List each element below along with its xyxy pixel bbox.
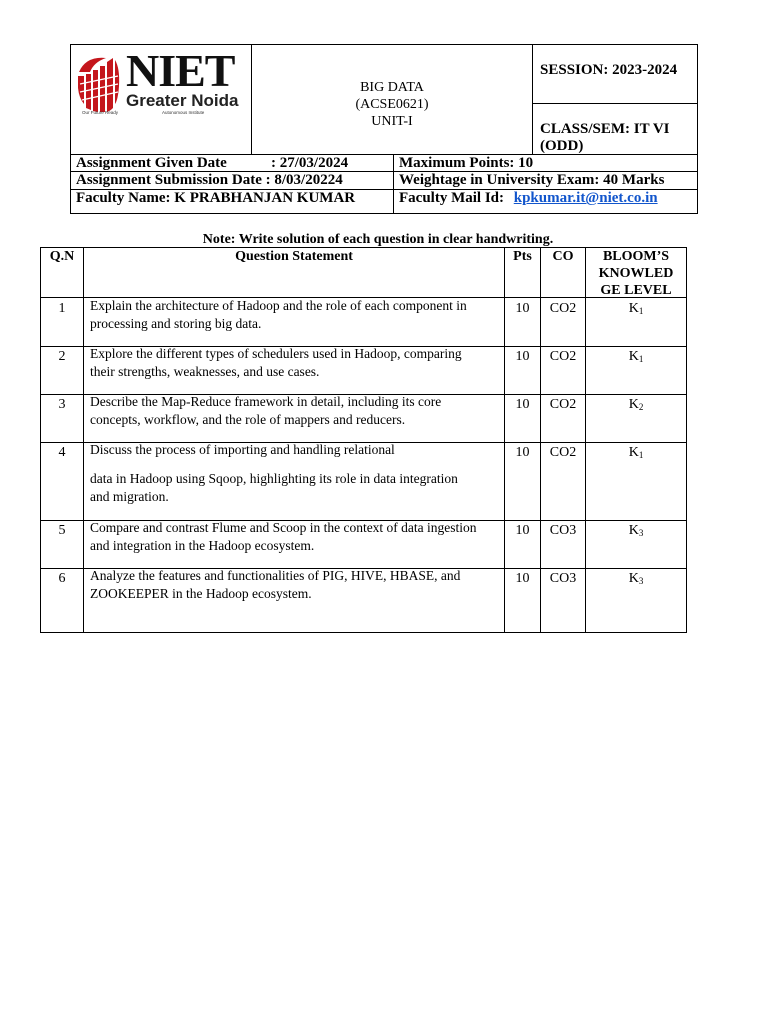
row-points: 10 (515, 523, 530, 538)
institute-logo (76, 45, 248, 122)
header-bloom-line2: KNOWLED (598, 266, 674, 281)
session-label: SESSION: 2023-2024 (540, 62, 678, 78)
question-text (90, 297, 502, 333)
header-statement: Question Statement (235, 249, 353, 264)
row-bloom-level: $K_3$ (628, 571, 644, 586)
course-title-block (252, 79, 532, 130)
question-line: ZOOKEEPER in the Hadoop ecosystem. (90, 586, 312, 601)
course-code: (ACSE0621) (355, 97, 429, 112)
class-sem-line1: CLASS/SEM: IT VI (540, 121, 670, 137)
row-co: CO3 (549, 523, 577, 538)
row-bloom-level: $K_1$ (628, 301, 644, 316)
row-points: 10 (515, 301, 530, 316)
row-co: CO2 (549, 397, 577, 412)
row-co: CO3 (549, 571, 577, 586)
given-date-label: Assignment Given Date (76, 155, 227, 171)
logo-tagline-right: Autonomous Institute (162, 110, 205, 115)
unit-label: UNIT-I (371, 114, 413, 129)
logo-subtitle: Greater Noida (126, 91, 239, 110)
faculty-mail-label: Faculty Mail Id: (399, 190, 504, 206)
faculty-name: Faculty Name: K PRABHANJAN KUMAR (76, 190, 356, 206)
row-points: 10 (515, 571, 530, 586)
question-line: concepts, workflow, and the role of mappers and reducers. (90, 412, 406, 427)
question-line: Describe the Map-Reduce framework in detail, including its core (90, 394, 442, 409)
row-co: CO2 (549, 349, 577, 364)
question-line: Explain the architecture of Hadoop and the role of each component in (90, 298, 467, 313)
weightage: Weightage in University Exam: 40 Marks (399, 172, 665, 188)
question-line: data in Hadoop using Sqoop, highlighting its role in data integration (90, 471, 458, 486)
logo-tagline-left: Our Future Ready (82, 110, 119, 115)
question-text (90, 345, 502, 381)
header-bloom-line1: BLOOM’S (602, 249, 670, 264)
question-line: Compare and contrast Flume and Scoop in the context of data ingestion (90, 520, 477, 535)
logo-wordmark: NIET (126, 45, 235, 96)
question-line: and migration. (90, 489, 169, 504)
question-line: Explore the different types of schedulers used in Hadoop, comparing (90, 346, 462, 361)
row-number: 5 (58, 523, 66, 538)
question-text (90, 393, 502, 429)
max-points: Maximum Points: 10 (399, 155, 534, 171)
question-text (90, 519, 502, 555)
question-line: Discuss the process of importing and handling relational (90, 442, 395, 457)
row-number: 2 (58, 349, 66, 364)
row-number: 1 (58, 301, 66, 316)
row-bloom-level: $K_2$ (628, 397, 644, 412)
row-bloom-level: $K_3$ (628, 523, 644, 538)
given-date-value: : 27/03/2024 (271, 155, 349, 171)
header-bloom-line3: GE LEVEL (600, 283, 672, 298)
class-sem-line2: (ODD) (540, 138, 584, 154)
row-number: 4 (58, 445, 66, 460)
question-text (90, 441, 502, 506)
course-title: BIG DATA (360, 80, 424, 95)
faculty-mail-link[interactable]: kpkumar.it@niet.co.in (513, 190, 658, 206)
submission-date: Assignment Submission Date : 8/03/20224 (76, 172, 343, 188)
row-bloom-level: $K_1$ (628, 445, 644, 460)
row-points: 10 (515, 349, 530, 364)
header-pts: Pts (513, 249, 532, 264)
row-points: 10 (515, 445, 530, 460)
question-line: their strengths, weaknesses, and use cases. (90, 364, 320, 379)
row-points: 10 (515, 397, 530, 412)
row-number: 6 (58, 571, 66, 586)
row-number: 3 (58, 397, 66, 412)
note: Note: Write solution of each question in clear handwriting. (202, 232, 554, 247)
question-line: Analyze the features and functionalities of PIG, HIVE, HBASE, and (90, 568, 461, 583)
question-line: processing and storing big data. (90, 316, 262, 331)
header-qn: Q.N (49, 249, 75, 264)
header-bloom (586, 248, 686, 299)
question-text (90, 567, 502, 603)
row-bloom-level: $K_1$ (628, 349, 644, 364)
row-co: CO2 (549, 445, 577, 460)
faculty-mail (399, 190, 658, 207)
header-co: CO (552, 249, 574, 264)
question-line: and integration in the Hadoop ecosystem. (90, 538, 315, 553)
row-co: CO2 (549, 301, 577, 316)
class-sem-label (540, 121, 670, 155)
